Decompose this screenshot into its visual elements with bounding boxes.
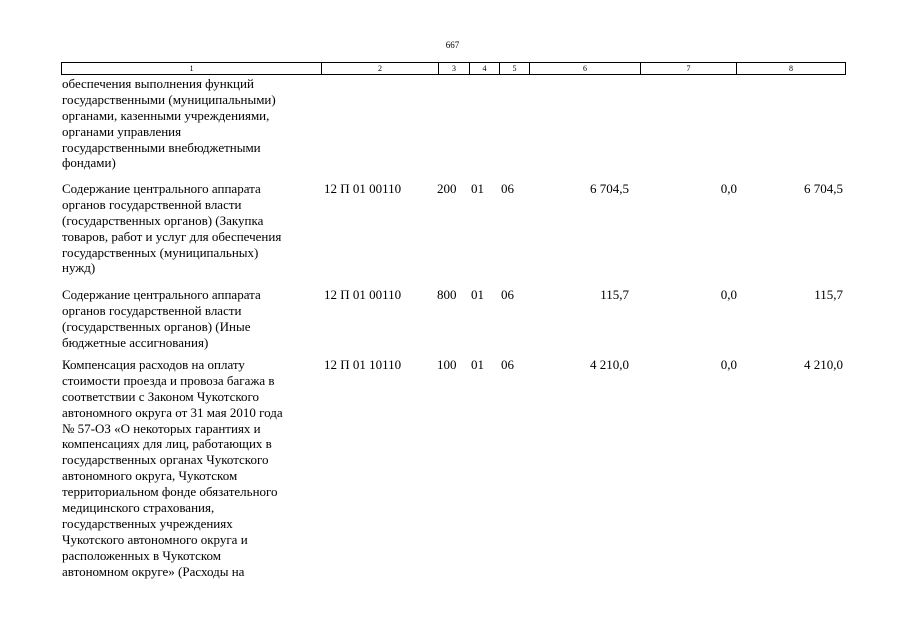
header-col-5: 5: [499, 63, 529, 74]
row-col8: 6 704,5: [804, 181, 843, 196]
row-col7: 0,0: [720, 357, 737, 372]
header-col-6: 6: [529, 63, 640, 74]
row-description: Содержание центрального аппарата органов государственной власти (государственных органов) (Закупка товаров, работ и услуг для обеспечения государственных (муниципальных) нужд): [62, 181, 282, 276]
row-code: 12 П 01 10110: [324, 357, 402, 372]
row-code: 12 П 01 00110: [324, 181, 402, 196]
row-pr: 06: [501, 357, 514, 372]
header-col-1: 1: [189, 64, 194, 73]
row-col8: 4 210,0: [804, 357, 843, 372]
header-col-8: 8: [736, 63, 845, 74]
row-pr: 06: [501, 181, 514, 196]
row-description: Компенсация расходов на оплату стоимости проезда и провоза багажа в соответствии с Законом Чукотского автономного округа от 31 мая 2010 года № 57-ОЗ «О некоторых гарантиях и компенсациях для лиц, работающих в государственных органах Чукотского автономного округа, Чукотском территориальном фонде обязательного медицинского страхования, государственных учреждениях Чукотского автономного округа и расположенных в Чукотском автономном округе» (Расходы на: [62, 357, 283, 579]
row-col6: 115,7: [600, 287, 629, 302]
row-code: 12 П 01 00110: [324, 287, 402, 302]
header-col-4: 4: [469, 63, 499, 74]
row-col7: 0,0: [720, 287, 737, 302]
header-col-2: 2: [321, 63, 438, 74]
header-col-7: 7: [640, 63, 736, 74]
row-description: обеспечения выполнения функций государственными (муниципальными) органами, казенными учреждениями, органами управления государственными внебюджетными фондами): [62, 76, 276, 171]
row-vr: 100: [437, 357, 457, 372]
row-col7: 0,0: [720, 181, 737, 196]
row-vr: 200: [437, 181, 457, 196]
row-rz: 01: [471, 287, 484, 302]
header-col-3: 3: [438, 63, 469, 74]
row-pr: 06: [501, 287, 514, 302]
page-number: 667: [445, 40, 460, 50]
row-description: Содержание центрального аппарата органов государственной власти (государственных органов) (Иные бюджетные ассигнования): [62, 287, 261, 350]
row-rz: 01: [471, 181, 484, 196]
row-rz: 01: [471, 357, 484, 372]
row-col8: 115,7: [814, 287, 843, 302]
row-vr: 800: [437, 287, 457, 302]
row-col6: 6 704,5: [590, 181, 629, 196]
table-header: [61, 62, 846, 75]
row-col6: 4 210,0: [590, 357, 629, 372]
